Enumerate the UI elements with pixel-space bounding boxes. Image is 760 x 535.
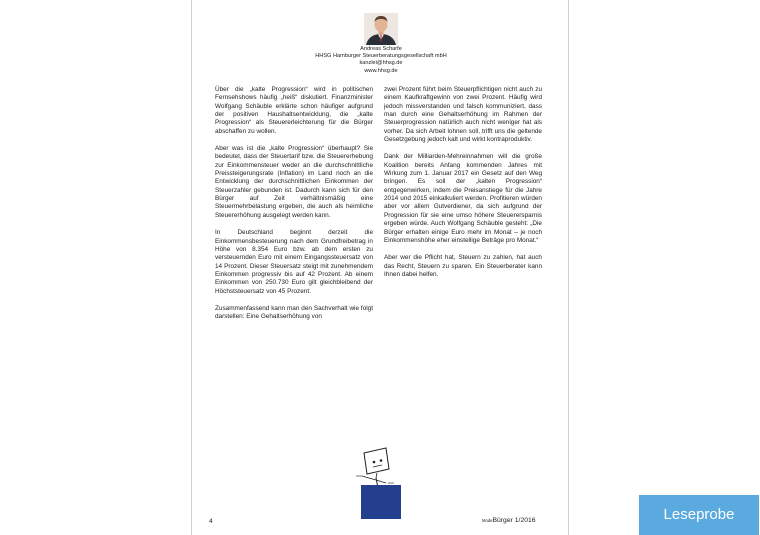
magazine-footer <box>482 517 536 524</box>
page-number: 4 <box>209 518 213 525</box>
article-right-column <box>384 86 542 288</box>
paragraph: zwei Prozent führt beim Steuerpflichtigen nicht auch zu einem Kaufkraftgewinn von zwei Prozent. Häufig wird jedoch missverstanden und falsch kommuniziert, dass man durch eine Gehaltserhöhung im Rahmen der Steuerprogression natürlich auch nicht weniger hat als vorher. Da sich Arbeit lohnen soll, trifft uns die geltende Gesetzgebung jedoch kalt und wirkt kontraproduktiv. <box>384 86 542 144</box>
paragraph: Aber was ist die „kalte Progression“ überhaupt? Sie bedeutet, dass der Steuertarif bzw. die Steuererhebung zur Einkommensteuer weder an die durchschnittliche Preissteigerungsrate (Inflation) im Land noch an die Entwicklung der durchschnittlichen Einkommen der Steuerzahler gebunden ist. Dadurch kann sich für den Bürger auf Zeit verhältnismäßig eine Steuermehrbelastung ergeben, die auch als heimliche Steuererhöhung ausgelegt werden kann. <box>215 145 373 219</box>
magazine-page <box>191 0 569 535</box>
paragraph: Über die „kalte Progression“ wird in politischen Fernsehshows häufig „heiß“ diskutiert. Finanzminister Wolfgang Schäuble erklärte schon häufiger aufgrund der positiven Haushaltsentwicklung, die „kalte Progression“ als Steuererleichterung für die Bürger abschaffen zu wollen. <box>215 86 373 135</box>
magazine-prefix: Mode <box>482 518 493 523</box>
robot-figure-icon <box>352 445 412 520</box>
author-website: www.hhsg.de <box>364 67 398 74</box>
author-portrait-icon <box>364 13 398 45</box>
paragraph: Zusammenfassend kann man den Sachverhalt wie folgt darstellen: Eine Gehaltserhöhung von <box>215 304 373 321</box>
illustration-figure <box>352 445 412 520</box>
article-left-column <box>215 86 373 331</box>
author-name: Andreas Scharfe <box>360 46 402 52</box>
issue-number: 1/2016 <box>514 517 536 524</box>
paragraph: Dank der Milliarden-Mehreinnahmen will die große Koalition bereits Anfang kommenden Jahres mit Wirkung zum 1. Januar 2017 ein Gesetz auf den Weg bringen. Es soll der „kalten Progression“ entgegenwirken, indem die Preisanstiege für die Jahre 2014 und 2015 einkalkuliert werden. Profitieren würden aber vor allem Gutverdiener, da sich aufgrund der Progression für sie eine umso höhere Steuerersparnis ergeben würde. Auch Wolfgang Schäuble gesteht: „Die Bürger erhalten einige Euro mehr im Monat – je noch Einkommenshöhe eher einstellige Beträge pro Monat.“ <box>384 153 542 244</box>
leseprobe-badge[interactable]: Leseprobe <box>639 495 759 535</box>
author-email: kanzlei@hhsg.de <box>359 60 403 67</box>
author-block <box>192 46 570 75</box>
paragraph: In Deutschland beginnt derzeit die Einkommensbesteuerung nach dem Grundfreibetrag in Höhe von 8.354 Euro bzw. ab dem ersten zu versteuernden Euro mit einem Eingangssteuersatz von 14 Prozent. Dieser Steuersatz steigt mit zunehmendem Einkommen progressiv bis auf 42 Prozent. Ab einem Einkommen von 250.730 Euro gilt gleichbleibend der Höchststeuersatz von 45 Prozent. <box>215 229 373 295</box>
paragraph: Aber wer die Pflicht hat, Steuern zu zahlen, hat auch das Recht, Steuern zu sparen. Ein Steuerberater kann Ihnen dabei helfen. <box>384 254 542 278</box>
magazine-name: Bürger <box>492 517 513 524</box>
author-photo <box>364 13 398 45</box>
author-company: HHSG Hamburger Steuerberatungsgesellschaft mbH <box>315 53 447 60</box>
